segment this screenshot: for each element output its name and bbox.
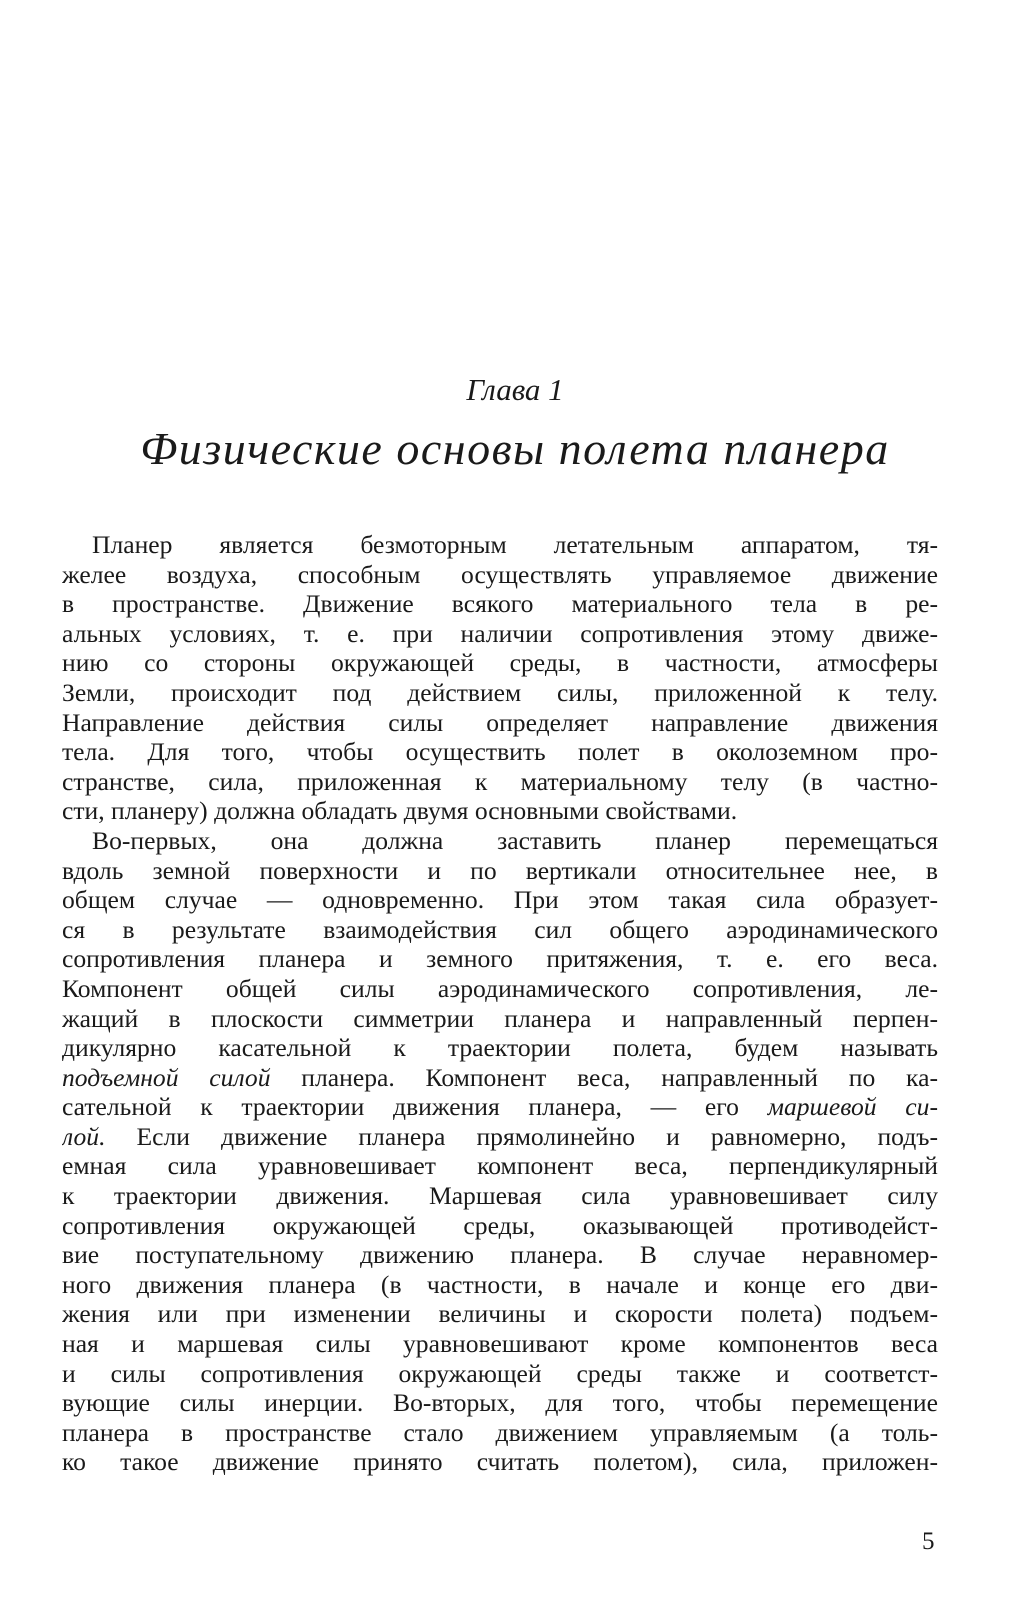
text-segment: вдоль земной поверхности и по вертикали относительнее нее, в <box>62 855 938 885</box>
text-line <box>62 619 938 649</box>
text-line <box>62 1151 938 1181</box>
text-segment: желее воздуха, способным осуществлять управляемое движение <box>62 559 938 589</box>
text-segment: Если движение планера прямолинейно и равномерно, подъ- <box>105 1121 938 1151</box>
chapter-label: Глава 1 <box>466 372 564 407</box>
text-segment: и силы сопротивления окружающей среды также и соответст- <box>62 1358 938 1388</box>
text-segment: вующие силы инерции. Во-вторых, для того, чтобы перемещение <box>62 1388 938 1418</box>
text-segment: Планер является безмоторным летательным аппаратом, тя- <box>92 530 938 559</box>
text-line <box>62 944 938 974</box>
text-line <box>62 1092 938 1122</box>
text-line <box>62 796 938 826</box>
text-segment: общем случае — одновременно. При этом такая сила образует- <box>62 885 938 915</box>
text-segment: планера в пространстве стало движением управляемым (а толь- <box>62 1417 938 1447</box>
page-number: 5 <box>922 1528 935 1555</box>
text-segment: ного движения планера (в частности, в начале и конце его дви- <box>62 1269 938 1299</box>
text-segment: сопротивления окружающей среды, оказывающей противодейст- <box>62 1210 938 1240</box>
text-segment: альных условиях, т. е. при наличии сопротивления этому движе- <box>62 618 938 648</box>
text-segment: в пространстве. Движение всякого материального тела в ре- <box>62 589 938 619</box>
text-line <box>62 1299 938 1329</box>
text-line <box>62 915 938 945</box>
text-line <box>62 1270 938 1300</box>
text-line <box>62 1033 938 1063</box>
text-line <box>62 708 938 738</box>
text-segment: странстве, сила, приложенная к материальному телу (в частно- <box>62 766 938 796</box>
text-line <box>62 856 938 886</box>
text-segment: нию со стороны окружающей среды, в частности, атмосферы <box>62 648 938 678</box>
text-line <box>62 1063 938 1093</box>
text-segment: жения или при изменении величины и скорости полета) подъем- <box>62 1299 938 1329</box>
text-line <box>62 648 938 678</box>
text-line <box>62 885 938 915</box>
italic-term: лой. <box>62 1121 106 1151</box>
text-segment: к траектории движения. Маршевая сила уравновешивает силу <box>62 1181 938 1211</box>
text-segment: Во-первых, она должна заставить планер перемещаться <box>92 825 938 855</box>
text-line <box>62 1004 938 1034</box>
text-segment: Земли, происходит под действием силы, приложенной к телу. <box>62 677 938 707</box>
text-segment: ся в результате взаимодействия сил общего аэродинамического <box>62 914 938 944</box>
text-segment: планера. Компонент веса, направленный по ка- <box>270 1062 938 1092</box>
text-line <box>62 1122 938 1152</box>
body-text <box>62 530 938 1477</box>
text-segment: сательной к траектории движения планера, — его <box>62 1092 768 1122</box>
text-line <box>62 1329 938 1359</box>
text-line <box>62 1359 938 1389</box>
text-segment: Компонент общей силы аэродинамического сопротивления, ле- <box>62 973 938 1003</box>
text-segment: дикулярно касательной к траектории полета, будем называть <box>62 1033 938 1063</box>
text-line <box>62 767 938 797</box>
text-line <box>62 1447 938 1477</box>
text-segment: тела. Для того, чтобы осуществить полет в околоземном про- <box>62 737 938 767</box>
text-line <box>62 826 938 856</box>
text-line <box>62 678 938 708</box>
text-line <box>62 589 938 619</box>
text-segment: сопротивления планера и земного притяжения, т. е. его веса. <box>62 944 938 974</box>
text-line <box>62 1388 938 1418</box>
italic-term: маршевой си- <box>767 1092 938 1122</box>
text-line <box>62 974 938 1004</box>
text-segment: емная сила уравновешивает компонент веса, перпендикулярный <box>62 1151 938 1181</box>
text-line <box>62 1181 938 1211</box>
chapter-title: Физические основы полета планера <box>140 423 890 474</box>
text-segment: Направление действия силы определяет направление движения <box>62 707 938 737</box>
text-segment: вие поступательному движению планера. В случае неравномер- <box>62 1240 938 1270</box>
text-segment: жащий в плоскости симметрии планера и направленный перпен- <box>62 1003 938 1033</box>
text-segment: ко такое движение принято считать полетом), сила, приложен- <box>62 1447 938 1477</box>
text-line <box>62 560 938 590</box>
text-line <box>62 1240 938 1270</box>
text-line <box>62 737 938 767</box>
text-segment: сти, планеру) должна обладать двумя основными свойствами. <box>62 796 738 826</box>
text-line <box>62 1418 938 1448</box>
text-line <box>62 530 938 560</box>
text-segment: ная и маршевая силы уравновешивают кроме компонентов веса <box>62 1329 938 1359</box>
italic-term: подъемной силой <box>62 1062 271 1092</box>
text-line <box>62 1211 938 1241</box>
